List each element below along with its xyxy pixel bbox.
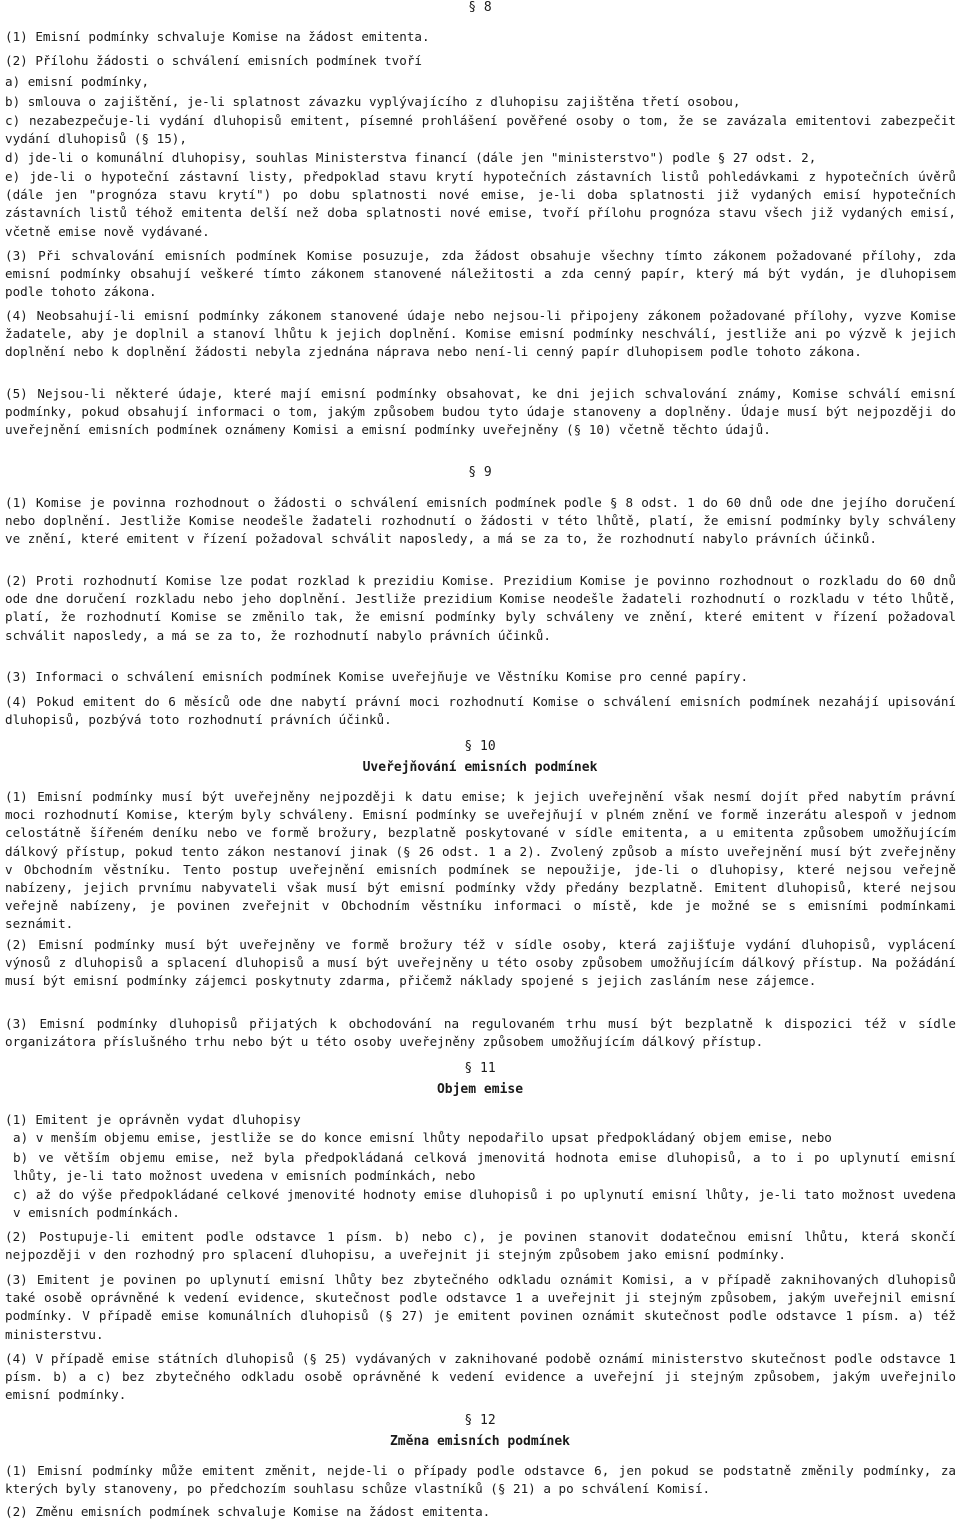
paragraph-9-1: (1) Komise je povinna rozhodnout o žádosti o schválení emisních podmínek podle § 8 odst. 1 do 60 dnů ode dne jejího doručení nebo doplnění. Jestliže Komise neodešle žadateli rozhodnutí o žádosti v této lhůtě, platí, že emisní podmínky byly schváleny ve znění, které emitent v řízení požadoval schválit naposledy, a má se za to, že rozhodnutí nabylo právních účinků. <box>5 495 956 547</box>
section-number-11: § 11 <box>464 1061 496 1076</box>
paragraph-8-2-c: c) nezabezpečuje-li vydání dluhopisů emitent, písemné prohlášení pověřené osoby o tom, že se zavázala emitentovi zabezpečit vydání dluhopisů (§ 15), <box>5 113 956 147</box>
paragraph-8-3: (3) Při schvalování emisních podmínek Komise posuzuje, zda žádost obsahuje všechny tímto zákonem požadované přílohy, zda emisní podmínky obsahují veškeré tímto zákonem stanovené náležitosti a zda cenný papír, který má být vydán, je dluhopisem podle tohoto zákona. <box>5 248 956 300</box>
paragraph-8-5: (5) Nejsou-li některé údaje, které mají emisní podmínky obsahovat, ke dni jejich schvalování známy, Komise schválí emisní podmínky, pokud obsahují informaci o tom, jakým způsobem budou tyto údaje stanoveny a doplněny. Údaje musí být nejpozději do uveřejnění emisních podmínek oznámeny Komisi a emisní podmínky uveřejněny (§ 10) včetně těchto údajů. <box>5 386 956 438</box>
paragraph-8-1: (1) Emisní podmínky schvaluje Komise na žádost emitenta. <box>5 29 430 44</box>
section-number-12: § 12 <box>464 1413 496 1428</box>
paragraph-10-1: (1) Emisní podmínky musí být uveřejněny nejpozději k datu emise; k jejich uveřejnění však nesmí dojít před nabytím právní moci rozhodnutí Komise, kterým byly schváleny. Emisní podmínky se uveřejňují v plném znění ve formě inzerátu alespoň v jednom celostátně šířeném deníku nebo ve formě brožury, bezplatně poskytované v sídle emitenta, a u emitenta způsobem umožňujícím dálkový přístup, pokud tento zákon nestanoví jinak (§ 26 odst. 1 a 2). Zvolený způsob a místo uveřejnění musí být zveřejněny v Obchodním věstníku. Tento postup uveřejnění emisních podmínek se nepoužije, jde-li o dluhopisy, které nejsou veřejně nabízeny, jejich prvnímu nabyvateli však musí být emisní podmínky vždy předány bezplatně. Emitent dluhopisů, které nejsou veřejně nabízeny, je povinen zveřejnit v Obchodním věstníku informaci o místě, kde je možné se s emisními podmínkami seznámit. <box>5 789 956 932</box>
paragraph-11-4: (4) V případě emise státních dluhopisů (§ 25) vydávaných v zaknihované podobě oznámí ministerstvo skutečnost podle odstavce 1 písm. b) a c) bez zbytečného odkladu osobě oprávněné k vedení evidence a uveřejní ji stejným způsobem, jakým uveřejnilo emisní podmínky. <box>5 1351 956 1403</box>
paragraph-8-2-b: b) smlouva o zajištění, je-li splatnost závazku vyplývajícího z dluhopisu zajištěna třetí osobou, <box>5 94 741 109</box>
paragraph-8-2-intro: (2) Přílohu žádosti o schválení emisních podmínek tvoří <box>5 53 423 68</box>
section-heading-11: Objem emise <box>436 1082 524 1097</box>
paragraph-11-1-a: a) v menším objemu emise, jestliže se do konce emisní lhůty nepodařilo upsat předpokládaný objem emise, nebo <box>13 1130 832 1145</box>
paragraph-12-1: (1) Emisní podmínky může emitent změnit, nejde-li o případy podle odstavce 6, jen pokud se podstatně změnily podmínky, za kterých byly stanoveny, po předchozím souhlasu schůze vlastníků (§ 21) a po schválení Komisí. <box>5 1463 956 1497</box>
paragraph-11-1-c: c) až do výše předpokládané celkové jmenovité hodnoty emise dluhopisů i po uplynutí emisní lhůty, je-li tato možnost uvedena v emisních podmínkách. <box>13 1187 956 1221</box>
section-heading-12: Změna emisních podmínek <box>389 1434 570 1449</box>
paragraph-11-3: (3) Emitent je povinen po uplynutí emisní lhůty bez zbytečného odkladu oznámit Komisi, a v případě zaknihovaných dluhopisů také osobě oprávněné k vedení evidence, skutečnost podle odstavce 1 a uveřejnit ji stejným způsobem, jakým uveřejnil emisní podmínky. V případě emise komunálních dluhopisů (§ 27) je emitent povinen oznámit skutečnost podle odstavce 1 písm. a) též ministerstvu. <box>5 1272 956 1342</box>
paragraph-8-2-d: d) jde-li o komunální dluhopisy, souhlas Ministerstva financí (dále jen "ministerstvo") podle § 27 odst. 2, <box>5 150 817 165</box>
paragraph-9-3: (3) Informaci o schválení emisních podmínek Komise uveřejňuje ve Věstníku Komise pro cenné papíry. <box>5 669 749 684</box>
paragraph-11-2: (2) Postupuje-li emitent podle odstavce 1 písm. b) nebo c), je povinen stanovit dodatečnou emisní lhůtu, která skončí nejpozději v den rozhodný pro splacení dluhopisu, a uveřejnit ji stejným způsobem jako emisní podmínky. <box>5 1229 956 1263</box>
paragraph-12-2: (2) Změnu emisních podmínek schvaluje Komise na žádost emitenta. <box>5 1504 491 1519</box>
section-heading-10: Uveřejňování emisních podmínek <box>362 760 598 775</box>
paragraph-10-3: (3) Emisní podmínky dluhopisů přijatých k obchodování na regulovaném trhu musí být bezplatně k dispozici též v sídle organizátora příslušného trhu nebo být u této osoby uveřejněny způsobem umožňujícím dálkový přístup. <box>5 1016 956 1050</box>
section-number-10: § 10 <box>464 739 496 754</box>
paragraph-10-2: (2) Emisní podmínky musí být uveřejněny ve formě brožury též v sídle osoby, která zajišťuje vydání dluhopisů, vyplácení výnosů z dluhopisů a splacení dluhopisů a musí být uveřejněny u této osoby způsobem umožňujícím dálkový přístup. Na požádání musí být emisní podmínky zájemci poskytnuty zdarma, přičemž náklady spojené s jejich zasláním nese zájemce. <box>5 937 956 989</box>
paragraph-8-2-e: e) jde-li o hypoteční zástavní listy, předpoklad stavu krytí hypotečních zástavních listů pohledávkami z hypotečních úvěrů (dále jen "prognóza stavu krytí") po dobu splatnosti nové emise, je-li doba splatnosti již vydaných emisí hypotečních zástavních listů téhož emitenta delší než doba splatnosti nové emise, tvoří přílohu prognóza stavu všech již vydaných emisí, včetně emise nově vydávané. <box>5 169 956 239</box>
paragraph-9-4: (4) Pokud emitent do 6 měsíců ode dne nabytí právní moci rozhodnutí Komise o schválení emisních podmínek nezahájí upisování dluhopisů, pozbývá toto rozhodnutí právních účinků. <box>5 694 956 728</box>
paragraph-9-2: (2) Proti rozhodnutí Komise lze podat rozklad k prezidiu Komise. Prezidium Komise je povinno rozhodnout o rozkladu do 60 dnů ode dne doručení rozkladu nebo jeho doplnění. Jestliže prezidium Komise neodešle žadateli rozhodnutí o rozkladu v této lhůtě, platí, že rozhodnutí Komise se změnilo tak, že emisní podmínky byly schváleny ve znění, které emitent v řízení požadoval schválit naposledy, a má se za to, že rozhodnutí nabylo právních účinků. <box>5 573 956 643</box>
section-number-9: § 9 <box>468 465 492 480</box>
paragraph-11-1-intro: (1) Emitent je oprávněn vydat dluhopisy <box>5 1112 301 1127</box>
paragraph-8-2-a: a) emisní podmínky, <box>5 74 150 89</box>
paragraph-8-4: (4) Neobsahují-li emisní podmínky zákonem stanovené údaje nebo nejsou-li připojeny zákonem požadované přílohy, vyzve Komise žadatele, aby je doplnil a stanoví lhůtu k jejich doplnění. Komise emisní podmínky neschválí, jestliže ani po výzvě k jejich doplnění nebo k doplnění žádosti nebyla zjednána náprava nebo není-li cenný papír dluhopisem podle tohoto zákona. <box>5 308 956 360</box>
paragraph-11-1-b: b) ve větším objemu emise, než byla předpokládaná celková jmenovitá hodnota emise dluhopisů, a to i po uplynutí emisní lhůty, je-li tato možnost uvedena v emisních podmínkách, nebo <box>13 1150 956 1184</box>
section-number-8: § 8 <box>468 0 492 15</box>
